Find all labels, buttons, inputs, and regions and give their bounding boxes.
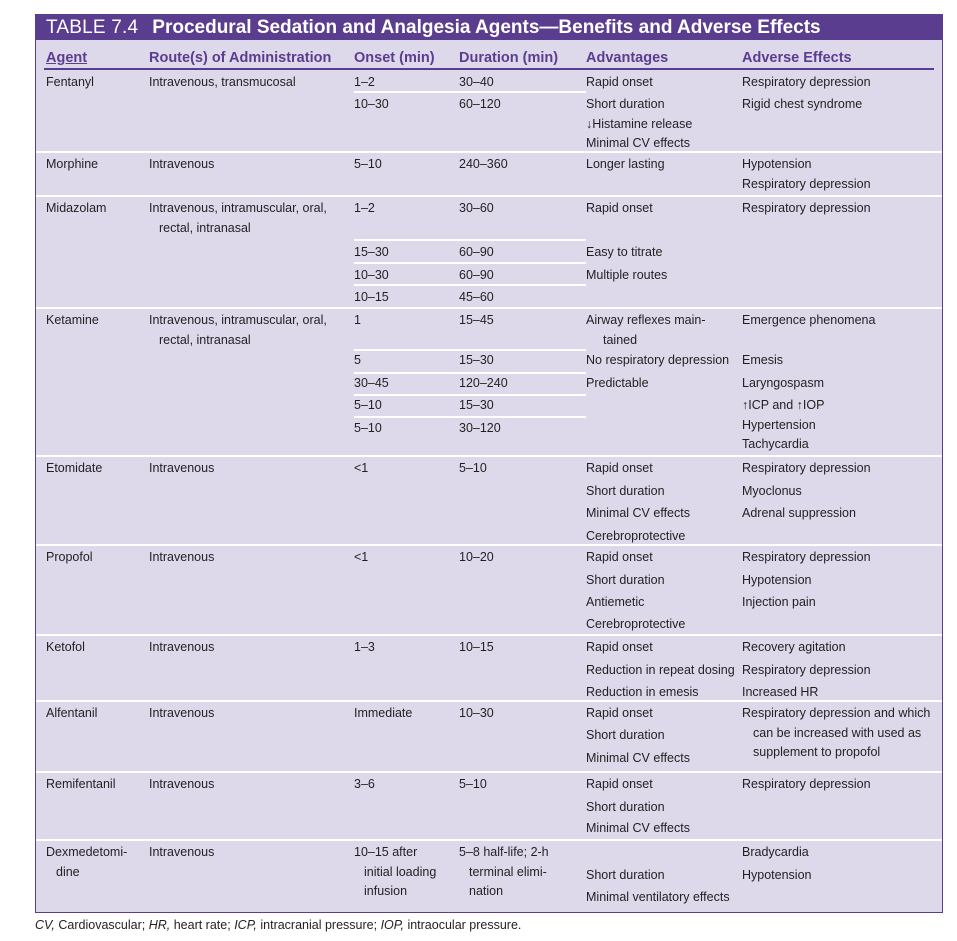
- adverse-effect-item: can be increased with used as: [753, 725, 922, 740]
- route-cell: Intravenous: [149, 706, 215, 720]
- cell-sub-rule: [354, 91, 586, 93]
- duration-cell: 10–20: [459, 550, 494, 564]
- onset-cell: 5–10: [354, 157, 382, 171]
- footnote-text-hr: heart rate;: [170, 918, 235, 932]
- adverse-effect-item: Emergence phenomena: [742, 313, 876, 327]
- onset-cell: 15–30: [354, 245, 389, 259]
- onset-cell: 10–30: [354, 268, 389, 282]
- adverse-effect-item: Bradycardia: [742, 845, 809, 859]
- adverse-effect-item: Adrenal suppression: [742, 506, 856, 520]
- advantage-item: Antiemetic: [586, 595, 645, 609]
- cell-sub-rule: [354, 394, 586, 396]
- onset-cell: 30–45: [354, 376, 389, 390]
- cell-sub-rule: [354, 372, 586, 374]
- agent-name: Midazolam: [46, 201, 107, 215]
- adverse-effect-item: Respiratory depression: [742, 550, 871, 564]
- header-adverse-effects: Adverse Effects: [742, 50, 852, 66]
- footnote-text-iop: intraocular pressure.: [403, 918, 522, 932]
- footnote-abbr-cv: CV,: [35, 918, 55, 932]
- onset-cell: 5: [354, 353, 361, 367]
- header-advantages: Advantages: [586, 50, 669, 66]
- adverse-effect-item: Respiratory depression: [742, 662, 871, 677]
- duration-cell: 45–60: [459, 290, 494, 304]
- cell-sub-rule: [354, 262, 586, 264]
- header-rule: [44, 68, 934, 70]
- advantage-item: Short duration: [586, 799, 665, 814]
- cell-sub-rule: [354, 416, 586, 418]
- row-separator: [36, 700, 942, 702]
- advantage-item: Minimal CV effects: [586, 506, 690, 520]
- adverse-effect-item: supplement to propofol: [753, 745, 881, 759]
- onset-cell: 5–10: [354, 398, 382, 412]
- footnote: [35, 918, 521, 932]
- footnote-text-icp: intracranial pressure;: [256, 918, 381, 932]
- agent-name: Dexmedetomi-: [46, 845, 128, 859]
- route-cell: Intravenous: [149, 777, 215, 791]
- cell-sub-rule: [354, 284, 586, 286]
- row-separator: [36, 634, 942, 636]
- row-separator: [36, 195, 942, 197]
- duration-cell: 30–120: [459, 421, 501, 435]
- onset-cell: 3–6: [354, 777, 375, 791]
- row-separator: [36, 455, 942, 457]
- duration-cell: 30–40: [459, 75, 494, 89]
- advantage-item: Reduction in emesis: [586, 685, 699, 699]
- advantage-item: Rapid onset: [586, 201, 653, 215]
- advantage-item: Rapid onset: [586, 75, 653, 89]
- advantage-item: Minimal CV effects: [586, 136, 690, 150]
- row-separator: [36, 151, 942, 153]
- onset-cell: Immediate: [354, 706, 413, 720]
- footnote-abbr-icp: ICP,: [234, 918, 257, 932]
- adverse-effect-item: Respiratory depression: [742, 75, 871, 89]
- duration-cell: 5–10: [459, 461, 487, 475]
- route-cell: Intravenous: [149, 845, 215, 859]
- onset-cell: <1: [354, 550, 369, 564]
- duration-cell: 60–90: [459, 268, 494, 282]
- footnote-text-cv: Cardiovascular;: [54, 918, 149, 932]
- advantage-item: Short duration: [586, 483, 665, 498]
- adverse-effect-item: Injection pain: [742, 595, 816, 609]
- agent-name: Ketofol: [46, 640, 85, 654]
- route-cell: Intravenous: [149, 640, 215, 654]
- adverse-effect-item: Respiratory depression: [742, 201, 871, 215]
- row-separator: [36, 839, 942, 841]
- duration-cell: 15–45: [459, 313, 494, 327]
- route-cell: Intravenous, transmucosal: [149, 75, 296, 89]
- advantage-item: Minimal CV effects: [586, 751, 690, 765]
- duration-cell: 30–60: [459, 201, 494, 215]
- duration-cell: 120–240: [459, 376, 508, 390]
- advantage-item: Cerebroprotective: [586, 617, 686, 631]
- route-cell: rectal, intranasal: [159, 220, 251, 235]
- duration-cell: 60–90: [459, 245, 494, 259]
- duration-cell: 15–30: [459, 398, 494, 412]
- onset-cell: 5–10: [354, 421, 382, 435]
- advantage-item: Easy to titrate: [586, 245, 663, 259]
- adverse-effect-item: Hypotension: [742, 572, 812, 587]
- adverse-effect-item: Emesis: [742, 353, 783, 367]
- header-agent: Agent: [46, 50, 88, 66]
- table-title-bar: [36, 15, 942, 40]
- footnote-abbr-hr: HR,: [148, 918, 171, 932]
- onset-cell: 10–30: [354, 97, 389, 111]
- onset-cell: 1: [354, 313, 361, 327]
- advantage-item: Rapid onset: [586, 550, 653, 564]
- table-frame: [35, 14, 943, 913]
- adverse-effect-item: Rigid chest syndrome: [742, 97, 863, 111]
- agent-name: Remifentanil: [46, 777, 116, 791]
- row-separator: [36, 771, 942, 773]
- advantage-item: Short duration: [586, 97, 665, 111]
- duration-cell: nation: [469, 884, 504, 898]
- advantage-item: Rapid onset: [586, 461, 653, 475]
- advantage-item: Short duration: [586, 728, 665, 742]
- adverse-effect-item: ↑ICP and ↑IOP: [742, 398, 825, 412]
- duration-cell: 240–360: [459, 157, 508, 171]
- advantage-item: Short duration: [586, 867, 665, 882]
- header-onset: Onset (min): [354, 50, 435, 66]
- onset-cell: 1–2: [354, 201, 375, 215]
- route-cell: Intravenous: [149, 550, 215, 564]
- header-duration: Duration (min): [459, 50, 559, 66]
- route-cell: Intravenous, intramuscular, oral,: [149, 313, 327, 327]
- adverse-effect-item: Increased HR: [742, 685, 819, 699]
- advantage-item: Airway reflexes main-: [586, 313, 706, 327]
- agent-name: dine: [56, 864, 80, 879]
- adverse-effect-item: Respiratory depression: [742, 176, 871, 191]
- onset-cell: <1: [354, 461, 369, 475]
- advantage-item: Rapid onset: [586, 777, 653, 791]
- duration-cell: 15–30: [459, 353, 494, 367]
- advantage-item: Predictable: [586, 376, 649, 390]
- advantage-item: No respiratory depression: [586, 353, 730, 367]
- adverse-effect-item: Laryngospasm: [742, 376, 824, 390]
- route-cell: Intravenous: [149, 157, 215, 171]
- cell-sub-rule: [354, 349, 586, 351]
- duration-cell: 10–15: [459, 640, 494, 654]
- agent-name: Morphine: [46, 157, 99, 171]
- onset-cell: 10–15 after: [354, 845, 418, 859]
- route-cell: Intravenous: [149, 461, 215, 475]
- onset-cell: infusion: [364, 884, 408, 898]
- adverse-effect-item: Respiratory depression: [742, 461, 871, 475]
- advantage-item: Minimal CV effects: [586, 821, 690, 835]
- adverse-effect-item: Respiratory depression: [742, 777, 871, 791]
- adverse-effect-item: Hypertension: [742, 418, 816, 432]
- advantage-item: Cerebroprotective: [586, 529, 686, 543]
- advantage-item: ↓Histamine release: [586, 116, 693, 131]
- advantage-item: tained: [603, 332, 638, 347]
- table-title: Procedural Sedation and Analgesia Agents—Benefits and Adverse Effects: [152, 17, 821, 38]
- adverse-effect-item: Tachycardia: [742, 437, 809, 451]
- cell-sub-rule: [354, 239, 586, 241]
- advantage-item: Rapid onset: [586, 640, 653, 654]
- duration-cell: 5–10: [459, 777, 487, 791]
- adverse-effect-item: Respiratory depression and which: [742, 706, 931, 720]
- advantage-item: Short duration: [586, 572, 665, 587]
- onset-cell: 1–2: [354, 75, 375, 89]
- advantage-item: Rapid onset: [586, 706, 653, 720]
- adverse-effect-item: Myoclonus: [742, 483, 802, 498]
- adverse-effect-item: Hypotension: [742, 157, 812, 171]
- advantage-item: Multiple routes: [586, 268, 668, 282]
- agent-name: Etomidate: [46, 461, 103, 475]
- row-separator: [36, 307, 942, 309]
- duration-cell: terminal elimi-: [469, 864, 547, 879]
- route-cell: rectal, intranasal: [159, 332, 251, 347]
- onset-cell: 1–3: [354, 640, 375, 654]
- onset-cell: initial loading: [364, 864, 437, 879]
- adverse-effect-item: Hypotension: [742, 867, 812, 882]
- duration-cell: 5–8 half-life; 2-h: [459, 845, 549, 859]
- route-cell: Intravenous, intramuscular, oral,: [149, 201, 327, 215]
- advantage-item: Reduction in repeat dosing: [586, 662, 735, 677]
- advantage-item: Minimal ventilatory effects: [586, 890, 730, 904]
- agent-name: Alfentanil: [46, 706, 98, 720]
- onset-cell: 10–15: [354, 290, 389, 304]
- footnote-abbr-iop: IOP,: [380, 918, 404, 932]
- agent-name: Ketamine: [46, 313, 99, 327]
- agent-name: Propofol: [46, 550, 93, 564]
- advantage-item: Longer lasting: [586, 157, 665, 171]
- duration-cell: 60–120: [459, 97, 501, 111]
- table-label: TABLE 7.4: [46, 17, 139, 38]
- header-route: Route(s) of Administration: [149, 50, 332, 66]
- adverse-effect-item: Recovery agitation: [742, 640, 846, 654]
- row-separator: [36, 544, 942, 546]
- duration-cell: 10–30: [459, 706, 494, 720]
- agent-name: Fentanyl: [46, 75, 94, 89]
